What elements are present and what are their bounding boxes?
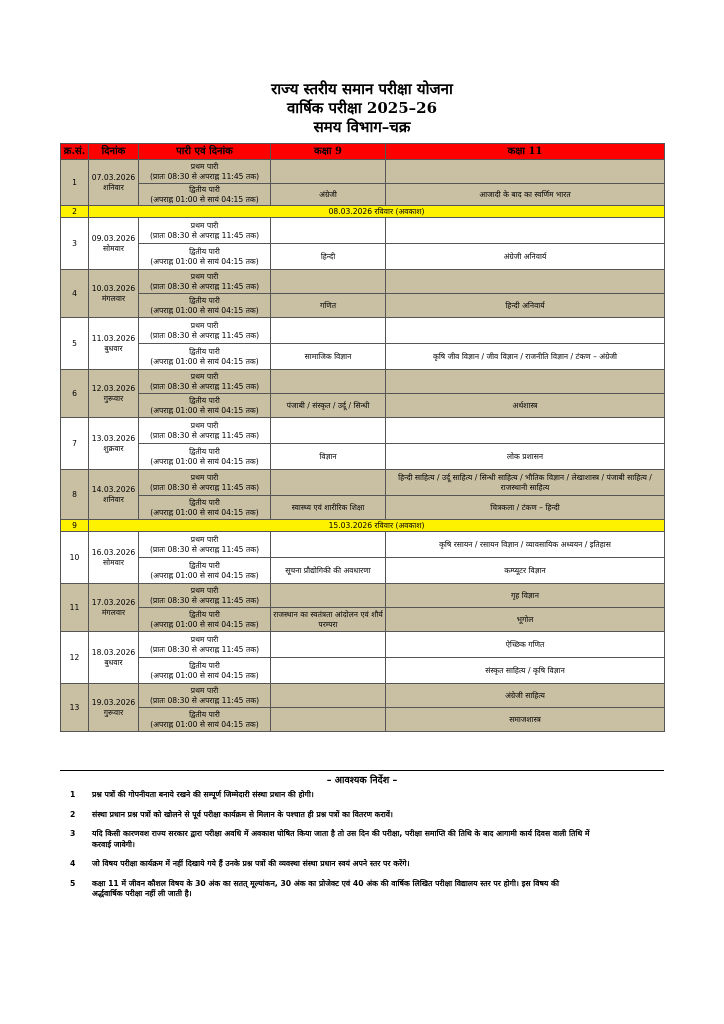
first-shift-name: प्रथम पारी xyxy=(190,421,219,430)
table-row xyxy=(61,532,665,558)
table-row xyxy=(61,418,665,444)
row-day: शनिवार xyxy=(103,182,124,192)
table-row xyxy=(61,294,665,318)
second-shift-name: द्वितीय पारी xyxy=(189,185,220,194)
table-row xyxy=(61,318,665,344)
second-shift xyxy=(139,496,271,520)
first-shift-name: प्रथम पारी xyxy=(190,221,219,230)
second-shift-name: द्वितीय पारी xyxy=(189,347,220,356)
class9-first-shift-subject xyxy=(271,318,386,344)
first-shift-name: प्रथम पारी xyxy=(190,535,219,544)
class11-second-shift-subject: चित्रकला / टंकण – हिन्दी xyxy=(386,496,665,520)
note-number: 4 xyxy=(70,859,76,868)
row-day: शुक्रवार xyxy=(103,443,124,453)
row-sno: 9 xyxy=(61,520,89,532)
class11-second-shift-subject: हिन्दी अनिवार्य xyxy=(386,294,665,318)
first-shift-name: प्रथम पारी xyxy=(190,321,219,330)
second-shift-time: (अपराह्न 01:00 से सायं 04:15 तक) xyxy=(150,507,259,517)
timetable-body xyxy=(61,160,665,732)
second-shift xyxy=(139,184,271,206)
class11-first-shift-subject xyxy=(386,218,665,244)
first-shift xyxy=(139,270,271,294)
second-shift xyxy=(139,244,271,270)
table-row xyxy=(61,444,665,470)
first-shift xyxy=(139,584,271,608)
class9-second-shift-subject: विज्ञान xyxy=(271,444,386,470)
row-date: 11.03.2026 xyxy=(91,333,136,343)
class9-second-shift-subject: गणित xyxy=(271,294,386,318)
second-shift xyxy=(139,558,271,584)
class9-second-shift-subject xyxy=(271,658,386,684)
class11-second-shift-subject: लोक प्रशासन xyxy=(386,444,665,470)
row-day: सोमवार xyxy=(103,557,124,567)
second-shift-name: द्वितीय पारी xyxy=(189,498,220,507)
class9-second-shift-subject: राजस्थान का स्वतंत्रता आंदोलन एवं शौर्य परम्परा xyxy=(271,608,386,632)
second-shift-time: (अपराह्न 01:00 से सायं 04:15 तक) xyxy=(150,305,259,315)
note-item xyxy=(60,829,590,850)
class11-first-shift-subject xyxy=(386,270,665,294)
row-date-cell xyxy=(89,584,139,632)
class9-first-shift-subject xyxy=(271,270,386,294)
second-shift-name: द्वितीय पारी xyxy=(189,661,220,670)
second-shift xyxy=(139,444,271,470)
class9-second-shift-subject xyxy=(271,708,386,732)
holiday-label: 15.03.2026 रविवार (अवकाश) xyxy=(89,520,665,532)
row-sno: 2 xyxy=(61,206,89,218)
second-shift-time: (अपराह्न 01:00 से सायं 04:15 तक) xyxy=(150,619,259,629)
class11-second-shift-subject: अर्थशास्त्र xyxy=(386,394,665,418)
row-sno: 1 xyxy=(61,160,89,206)
second-shift-name: द्वितीय पारी xyxy=(189,296,220,305)
row-sno: 10 xyxy=(61,532,89,584)
table-row xyxy=(61,684,665,708)
row-date: 17.03.2026 xyxy=(91,597,136,607)
table-row xyxy=(61,370,665,394)
class11-second-shift-subject: संस्कृत साहित्य / कृषि विज्ञान xyxy=(386,658,665,684)
row-date-cell xyxy=(89,160,139,206)
row-day: बुधवार xyxy=(104,343,123,353)
first-shift xyxy=(139,160,271,184)
second-shift-time: (अपराह्न 01:00 से सायं 04:15 तक) xyxy=(150,405,259,415)
class11-first-shift-subject xyxy=(386,318,665,344)
note-number: 5 xyxy=(70,878,76,888)
first-shift xyxy=(139,370,271,394)
row-day: गुरूवार xyxy=(103,707,124,717)
second-shift-time: (अपराह्न 01:00 से सायं 04:15 तक) xyxy=(150,719,259,729)
col-class11-header: कक्षा 11 xyxy=(386,144,665,160)
second-shift-time: (अपराह्न 01:00 से सायं 04:15 तक) xyxy=(150,194,259,204)
class9-second-shift-subject: सामाजिक विज्ञान xyxy=(271,344,386,370)
timetable-title: समय विभाग–चक्र xyxy=(313,118,411,136)
second-shift xyxy=(139,608,271,632)
row-date-cell xyxy=(89,418,139,470)
row-date: 10.03.2026 xyxy=(91,283,136,293)
second-shift-name: द्वितीय पारी xyxy=(189,610,220,619)
second-shift-time: (अपराह्न 01:00 से सायं 04:15 तक) xyxy=(150,570,259,580)
class9-first-shift-subject xyxy=(271,584,386,608)
note-item xyxy=(60,879,590,900)
class11-first-shift-subject: हिन्दी साहित्य / उर्दू साहित्य / सिन्धी साहित्य / भौतिक विज्ञान / लेखाशास्त्र / पंजाबी साहित्य / राजस्थानी साहित्य xyxy=(386,470,665,496)
note-item xyxy=(60,859,590,870)
row-date-cell xyxy=(89,218,139,270)
notes-list xyxy=(60,790,590,909)
table-header-row xyxy=(61,144,665,160)
class9-first-shift-subject xyxy=(271,160,386,184)
holiday-row xyxy=(61,520,665,532)
row-date: 14.03.2026 xyxy=(91,484,136,494)
row-sno: 13 xyxy=(61,684,89,732)
row-sno: 6 xyxy=(61,370,89,418)
table-row xyxy=(61,184,665,206)
second-shift-name: द्वितीय पारी xyxy=(189,247,220,256)
row-day: मंगलवार xyxy=(101,607,126,617)
second-shift-time: (अपराह्न 01:00 से सायं 04:15 तक) xyxy=(150,256,259,266)
first-shift-time: (प्रातः 08:30 से अपराह्न 11:45 तक) xyxy=(149,430,260,440)
second-shift-name: द्वितीय पारी xyxy=(189,561,220,570)
row-date: 13.03.2026 xyxy=(91,433,136,443)
holiday-label: 08.03.2026 रविवार (अवकाश) xyxy=(89,206,665,218)
class11-first-shift-subject: कृषि रसायन / रसायन विज्ञान / व्यावसायिक अध्ययन / इतिहास xyxy=(386,532,665,558)
row-date: 07.03.2026 xyxy=(91,172,136,182)
col-slot-header: पारी एवं दिनांक xyxy=(139,144,271,160)
first-shift xyxy=(139,418,271,444)
row-date-cell xyxy=(89,470,139,520)
class9-second-shift-subject: स्वास्थ्य एवं शारीरिक शिक्षा xyxy=(271,496,386,520)
class11-first-shift-subject xyxy=(386,370,665,394)
class9-first-shift-subject xyxy=(271,370,386,394)
note-text: कक्षा 11 में जीवन कौशल विषय के 30 अंक का सतत् मूल्यांकन, 30 अंक का प्रोजेक्ट एवं 40 अंक की वार्षिक लिखित परीक्षा विद्यालय स्तर पर होगी। इस विषय की अर्द्धवार्षिक परीक्षा नहीं ली जाती है। xyxy=(92,878,559,898)
row-day: मंगलवार xyxy=(101,293,126,303)
row-date-cell xyxy=(89,270,139,318)
exam-title: वार्षिक परीक्षा 2025–26 xyxy=(286,99,438,117)
first-shift-time: (प्रातः 08:30 से अपराह्न 11:45 तक) xyxy=(149,381,260,391)
holiday-row xyxy=(61,206,665,218)
row-day: बुधवार xyxy=(104,657,123,667)
class11-second-shift-subject: आजादी के बाद का स्वर्णिम भारत xyxy=(386,184,665,206)
first-shift-name: प्रथम पारी xyxy=(190,586,219,595)
row-date-cell xyxy=(89,532,139,584)
row-sno: 12 xyxy=(61,632,89,684)
row-day: सोमवार xyxy=(103,243,124,253)
second-shift-time: (अपराह्न 01:00 से सायं 04:15 तक) xyxy=(150,456,259,466)
class11-first-shift-subject xyxy=(386,418,665,444)
second-shift xyxy=(139,394,271,418)
row-date: 09.03.2026 xyxy=(91,233,136,243)
row-date: 12.03.2026 xyxy=(91,383,136,393)
second-shift-time: (अपराह्न 01:00 से सायं 04:15 तक) xyxy=(150,670,259,680)
table-row xyxy=(61,584,665,608)
note-number: 3 xyxy=(70,829,76,838)
table-row xyxy=(61,270,665,294)
class9-second-shift-subject: पंजाबी / संस्कृत / उर्दू / सिन्धी xyxy=(271,394,386,418)
table-row xyxy=(61,470,665,496)
first-shift-time: (प्रातः 08:30 से अपराह्न 11:45 तक) xyxy=(149,695,260,705)
first-shift xyxy=(139,532,271,558)
note-text: यदि किसी कारणवश राज्य सरकार द्वारा परीक्षा अवधि में अवकाश घोषित किया जाता है तो उस दिन की परीक्षा, परीक्षा समाप्ति की तिथि के बाद आगामी कार्य दिवस वाली तिथि में करवाई जावेगी। xyxy=(92,829,590,849)
first-shift-name: प्रथम पारी xyxy=(190,473,219,482)
class11-second-shift-subject: कृषि जीव विज्ञान / जीव विज्ञान / राजनीति विज्ञान / टंकण – अंग्रेजी xyxy=(386,344,665,370)
exam-timetable xyxy=(60,143,665,732)
table-row xyxy=(61,558,665,584)
table-row xyxy=(61,160,665,184)
first-shift-name: प्रथम पारी xyxy=(190,162,219,171)
row-date-cell xyxy=(89,632,139,684)
class11-second-shift-subject: अंग्रेजी अनिवार्य xyxy=(386,244,665,270)
first-shift-time: (प्रातः 08:30 से अपराह्न 11:45 तक) xyxy=(149,171,260,181)
class9-second-shift-subject: अंग्रेजी xyxy=(271,184,386,206)
first-shift-time: (प्रातः 08:30 से अपराह्न 11:45 तक) xyxy=(149,544,260,554)
second-shift-name: द्वितीय पारी xyxy=(189,396,220,405)
first-shift-time: (प्रातः 08:30 से अपराह्न 11:45 तक) xyxy=(149,281,260,291)
row-date-cell xyxy=(89,684,139,732)
row-day: शनिवार xyxy=(103,494,124,504)
row-sno: 4 xyxy=(61,270,89,318)
table-row xyxy=(61,708,665,732)
second-shift-name: द्वितीय पारी xyxy=(189,447,220,456)
class9-second-shift-subject: हिन्दी xyxy=(271,244,386,270)
class9-first-shift-subject xyxy=(271,532,386,558)
first-shift-time: (प्रातः 08:30 से अपराह्न 11:45 तक) xyxy=(149,595,260,605)
table-row xyxy=(61,218,665,244)
first-shift-name: प्रथम पारी xyxy=(190,372,219,381)
note-text: प्रश्न पत्रों की गोपनीयता बनाये रखने की सम्पूर्ण जिम्मेदारी संस्था प्रधान की होगी। xyxy=(92,790,314,799)
note-item xyxy=(60,790,590,801)
class11-first-shift-subject: अंग्रेजी साहित्य xyxy=(386,684,665,708)
table-row xyxy=(61,244,665,270)
note-number: 2 xyxy=(70,809,76,819)
class11-second-shift-subject: भूगोल xyxy=(386,608,665,632)
note-text: संस्था प्रधान प्रश्न पत्रों को खोलने से पूर्व परीक्षा कार्यक्रम से मिलान के पश्चात ही प्रश्न पत्रों का वितरण करावें। xyxy=(92,809,393,819)
first-shift-name: प्रथम पारी xyxy=(190,686,219,695)
row-date: 19.03.2026 xyxy=(91,697,136,707)
class9-first-shift-subject xyxy=(271,632,386,658)
document-header xyxy=(0,80,724,137)
first-shift-time: (प्रातः 08:30 से अपराह्न 11:45 तक) xyxy=(149,644,260,654)
class9-first-shift-subject xyxy=(271,218,386,244)
row-date: 16.03.2026 xyxy=(91,547,136,557)
row-sno: 11 xyxy=(61,584,89,632)
row-sno: 3 xyxy=(61,218,89,270)
first-shift xyxy=(139,318,271,344)
col-class9-header: कक्षा 9 xyxy=(271,144,386,160)
second-shift xyxy=(139,294,271,318)
first-shift xyxy=(139,632,271,658)
table-row xyxy=(61,658,665,684)
second-shift xyxy=(139,344,271,370)
note-item xyxy=(60,810,590,821)
second-shift-time: (अपराह्न 01:00 से सायं 04:15 तक) xyxy=(150,356,259,366)
note-number: 1 xyxy=(70,790,76,799)
row-sno: 5 xyxy=(61,318,89,370)
first-shift-time: (प्रातः 08:30 से अपराह्न 11:45 तक) xyxy=(149,330,260,340)
class9-first-shift-subject xyxy=(271,684,386,708)
second-shift-name: द्वितीय पारी xyxy=(189,710,220,719)
note-text: जो विषय परीक्षा कार्यक्रम में नहीं दिखाये गये हैं उनके प्रश्न पत्रों की व्यवस्था संस्था प्रधान स्वयं अपने स्तर पर करेंगे। xyxy=(92,859,410,868)
class11-first-shift-subject: ऐच्छिक गणित xyxy=(386,632,665,658)
row-sno: 8 xyxy=(61,470,89,520)
table-row xyxy=(61,608,665,632)
first-shift xyxy=(139,218,271,244)
col-sno-header: क्र.सं. xyxy=(61,144,89,160)
row-sno: 7 xyxy=(61,418,89,470)
class9-first-shift-subject xyxy=(271,418,386,444)
class11-second-shift-subject: समाजशास्त्र xyxy=(386,708,665,732)
class9-first-shift-subject xyxy=(271,470,386,496)
row-date-cell xyxy=(89,318,139,370)
notes-title: – आवश्यक निर्देश – xyxy=(326,775,398,786)
row-date-cell xyxy=(89,370,139,418)
table-row xyxy=(61,496,665,520)
second-shift xyxy=(139,658,271,684)
class11-first-shift-subject xyxy=(386,160,665,184)
table-row xyxy=(61,394,665,418)
table-row xyxy=(61,344,665,370)
col-date-header: दिनांक xyxy=(89,144,139,160)
class9-second-shift-subject: सूचना प्रौद्योगिकी की अवधारणा xyxy=(271,558,386,584)
first-shift-name: प्रथम पारी xyxy=(190,635,219,644)
first-shift-time: (प्रातः 08:30 से अपराह्न 11:45 तक) xyxy=(149,230,260,240)
class11-first-shift-subject: गृह विज्ञान xyxy=(386,584,665,608)
first-shift xyxy=(139,684,271,708)
first-shift-name: प्रथम पारी xyxy=(190,272,219,281)
first-shift-time: (प्रातः 08:30 से अपराह्न 11:45 तक) xyxy=(149,482,260,492)
row-day: गुरूवार xyxy=(103,393,124,403)
scheme-title: राज्य स्तरीय समान परीक्षा योजना xyxy=(271,80,453,98)
notes-divider xyxy=(60,770,664,771)
table-row xyxy=(61,632,665,658)
second-shift xyxy=(139,708,271,732)
first-shift xyxy=(139,470,271,496)
class11-second-shift-subject: कम्प्यूटर विज्ञान xyxy=(386,558,665,584)
row-date: 18.03.2026 xyxy=(91,647,136,657)
